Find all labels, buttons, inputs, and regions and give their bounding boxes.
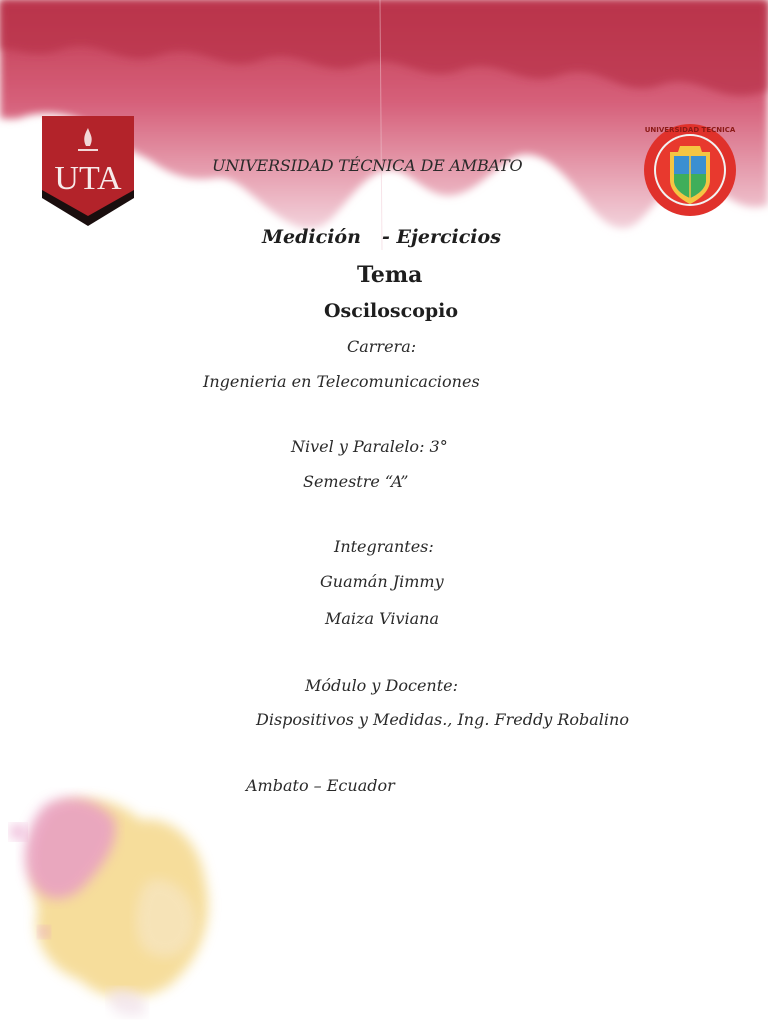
- members-label: Integrantes:: [334, 537, 434, 556]
- topic-title: Osciloscopio: [324, 300, 459, 322]
- university-seal: [640, 118, 740, 222]
- member-name: Guamán Jimmy: [320, 572, 444, 591]
- subject-title: Medición: [262, 226, 361, 248]
- level-parallel: Nivel y Paralelo: 3°: [291, 437, 448, 456]
- module-label: Módulo y Docente:: [305, 676, 459, 695]
- topic-label: Tema: [357, 262, 423, 288]
- semester: Semestre “A”: [303, 472, 409, 491]
- watercolor-splash-decoration: [0, 780, 240, 1024]
- svg-text:UTA: UTA: [54, 160, 122, 197]
- member-name: Maiza Viviana: [325, 609, 440, 628]
- subject-title-suffix: - Ejercicios: [382, 226, 501, 248]
- career-label: Carrera:: [347, 337, 417, 356]
- university-name: UNIVERSIDAD TÉCNICA DE AMBATO: [212, 156, 523, 175]
- module-teacher: Dispositivos y Medidas., Ing. Freddy Robalino: [256, 710, 629, 729]
- uta-logo: [42, 116, 134, 226]
- location: Ambato – Ecuador: [246, 776, 395, 795]
- svg-text:UNIVERSIDAD TECNICA: UNIVERSIDAD TECNICA: [644, 126, 736, 134]
- career-name: Ingenieria en Telecomunicaciones: [203, 372, 480, 391]
